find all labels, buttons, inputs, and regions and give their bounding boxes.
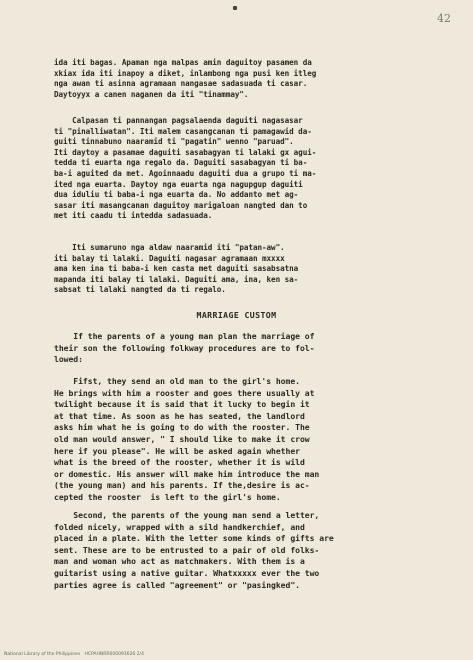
text-line: folded nicely, wrapped with a sild handkerchief, and — [54, 521, 305, 532]
section-heading: MARRIAGE CUSTOM — [196, 310, 277, 320]
text-line: Fifst, they send an old man to the girl's home. — [54, 376, 300, 386]
text-line: ba-i aguited da met. Agoinnaadu daguiti dua a grupo ti ma- — [54, 168, 317, 178]
text-line: guitarist using a native guitar. Whatxxxxx ever the two — [54, 567, 320, 578]
text-line: at that time. As soon as he has seated, the landlord — [54, 410, 305, 421]
text-line: If the parents of a young man plan the marriage of — [54, 331, 315, 341]
text-line: Daytoyyx a canen naganen da iti "tinammay". — [54, 89, 249, 99]
text-line: xkiax ida iti inapoy a diket, inlambong nga pusi ken itleg — [54, 68, 317, 78]
text-line: Calpasan ti pannangan pagsalaenda daguiti nagasasar — [54, 116, 303, 125]
paragraph-english-1 — [54, 331, 436, 366]
paragraph-english-2 — [54, 376, 436, 504]
text-line: what is the breed of the rooster, whether it is wild — [54, 457, 305, 468]
text-line: sabsat ti lalaki nangted da ti regalo. — [54, 285, 226, 295]
text-line: lowed: — [54, 354, 83, 365]
text-line: asks him what he is going to do with the rooster. The — [54, 422, 310, 433]
text-line: man and woman who act as matchmakers. With them is a — [54, 556, 305, 567]
text-line: here if you please". He will be asked again whether — [54, 445, 300, 456]
text-line: Second, the parents of the young man send a letter, — [54, 510, 320, 520]
text-line: sasar iti masangcanan daguitoy marigaloan nangted dan to — [54, 200, 308, 210]
text-line: He brings with him a rooster and goes there usually at — [54, 387, 315, 398]
text-line: mapanda iti balay ti lalaki. Daguiti ama, ina, ken sa- — [54, 274, 299, 284]
text-line: or domestic. His answer will make him introduce the man — [54, 468, 320, 479]
text-line: cepted the rooster is left to the girl's home. — [54, 491, 281, 502]
text-line: dua iduliu ti baba-i nga euarta da. No addanto met ag- — [54, 190, 299, 200]
text-line: ama ken ina ti baba-i ken casta met daguiti sasabsatna — [54, 264, 299, 274]
text-line: iti balay ti lalaki. Daguiti nagasar agramaan mxxxx — [54, 253, 285, 263]
text-line: old man would answer, " I should like to make it crow — [54, 433, 310, 444]
text-line: ti "pinalliwatan". Iti malem casangcanan ti pamagawid da- — [54, 126, 312, 136]
text-line: tedda ti euarta nga regalo da. Daguiti sasabagyan ti ba- — [54, 158, 308, 168]
page-number: 42 — [437, 12, 451, 25]
archive-footer: National Library of the Philippines HCPAHNRR000091626 2/4 — [4, 652, 144, 657]
paragraph-english-3 — [54, 510, 436, 591]
text-line: sent. These are to be entrusted to a pair of old folks- — [54, 544, 320, 555]
punch-mark — [233, 6, 237, 10]
text-line: met iti caadu ti intedda sadasuada. — [54, 211, 213, 221]
text-line: their son the following folkway procedures are to fol- — [54, 342, 315, 353]
text-line: Iti sumaruno nga aldaw naaramid iti "patan-aw". — [54, 243, 285, 252]
paragraph-ilocano-2 — [54, 116, 436, 222]
text-line: parties agree is called "agreement" or "pasingked". — [54, 579, 300, 590]
text-line: twilight because it is said that it lucky to begin it — [54, 399, 310, 410]
text-line: placed in a plate. With the letter some kinds of gifts are — [54, 533, 334, 544]
paragraph-ilocano-1 — [54, 58, 436, 100]
text-line: ida iti bagas. Apaman nga malpas amin daguitoy pasamen da — [54, 58, 312, 67]
text-line: ited nga euarta. Daytoy nga euarta nga nagupgup daguiti — [54, 179, 303, 189]
text-line: guiti tinnabuno naaramid ti "pagatin" wenno "paruad". — [54, 137, 294, 147]
text-line: nga awan ti asinna agramaan nangasae sadasuada ti casar. — [54, 79, 308, 89]
text-line: (the young man) and his parents. If the,desire is ac- — [54, 480, 310, 491]
paragraph-ilocano-3 — [54, 243, 436, 296]
text-line: Iti daytoy a pasamae daguiti sasabagyan ti lalaki gx agui- — [54, 147, 317, 157]
